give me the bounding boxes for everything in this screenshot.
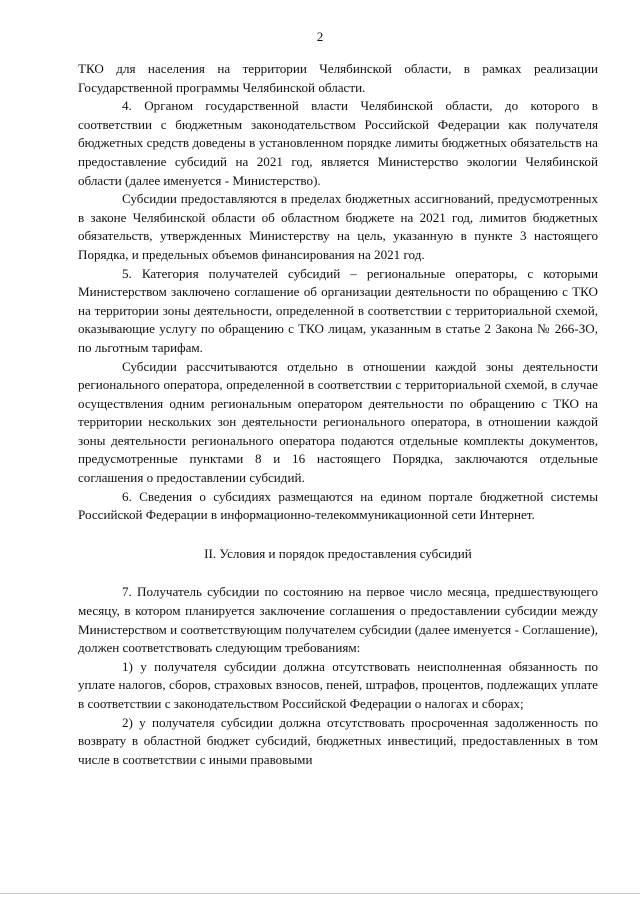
paragraph-subitem-1: 1) у получателя субсидии должна отсутствовать неисполненная обязанность по уплате налогов, сборов, страховых взносов, пеней, штрафов, процентов, подлежащих уплате в соответствии с законодательством Российской Федерации о налогах и сборах; — [78, 658, 598, 711]
paragraph-subsidy-calculation: Субсидии рассчитываются отдельно в отношении каждой зоны деятельности регионального оператора, определенной в соответствии с территориальной схемой, в случае осуществления одним региональным оператором деятельности по обращению с ТКО на территории нескольких зон деятельности регионального оператора, в отношении каждой зоны деятельности регионального оператора подаются отдельные комплекты документов, предусмотренные пунктами 8 и 16 настоящего Порядка, заключаются отдельные соглашения о предоставлении субсидий. — [78, 358, 598, 486]
page-number: 2 — [316, 29, 324, 44]
paragraph-subsidy-limits: Субсидии предоставляются в пределах бюджетных ассигнований, предусмотренных в законе Челябинской области об областном бюджете на 2021 год, лимитов бюджетных обязательств, утвержденных Министерству на цель, указанную в пункте 3 настоящего Порядка, и предельных объемов финансирования на 2021 год. — [78, 191, 598, 262]
document-body — [78, 60, 598, 769]
paragraph-continuation: ТКО для населения на территории Челябинской области, в рамках реализации Государственной программы Челябинской области. — [78, 61, 598, 95]
paragraph-item-4: 4. Органом государственной власти Челябинской области, до которого в соответствии с бюджетным законодательством Российской Федерации как получателя бюджетных средств доведены в установленном порядке лимиты бюджетных обязательств на предоставление субсидий на 2021 год, является Министерство экологии Челябинской области (далее именуется - Министерство). — [78, 98, 598, 188]
paragraph-subitem-2: 2) у получателя субсидии должна отсутствовать просроченная задолженность по возврату в областной бюджет субсидий, бюджетных инвестиций, предоставленных в том числе в соответствии с иными правовыми — [78, 714, 598, 767]
section-heading: II. Условия и порядок предоставления субсидий — [204, 545, 472, 561]
paragraph-item-6: 6. Сведения о субсидиях размещаются на едином портале бюджетной системы Российской Федерации в информационно-телекоммуникационной сети Интернет. — [78, 488, 598, 523]
paragraph-item-7: 7. Получатель субсидии по состоянию на первое число месяца, предшествующего месяцу, в котором планируется заключение соглашения о предоставлении субсидии между Министерством и соответствующим получателем субсидии (далее именуется - Соглашение), должен соответствовать следующим требованиям: — [78, 584, 598, 656]
page-bottom-edge — [0, 893, 640, 894]
paragraph-item-5: 5. Категория получателей субсидий – региональные операторы, с которыми Министерством заключено соглашение об организации деятельности по обращению с ТКО на территории зоны деятельности, определенной в соответствии с территориальной схемой, оказывающие услугу по обращению с ТКО лицам, указанным в статье 2 Закона № 266-ЗО, по льготным тарифам. — [78, 265, 598, 355]
